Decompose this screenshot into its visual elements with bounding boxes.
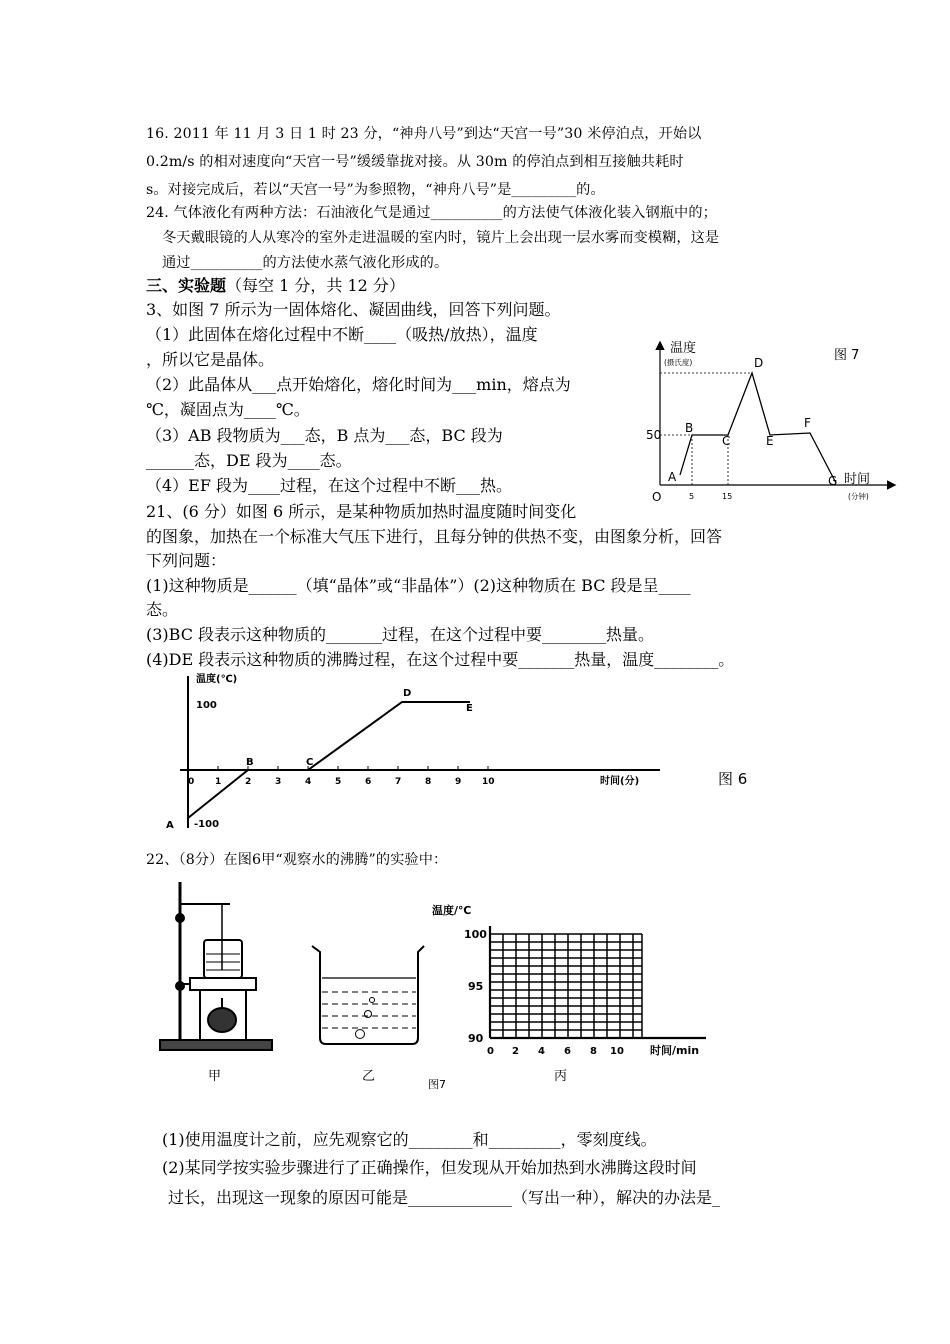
fig6-ytick-neg100: -100 [194,819,220,830]
fig7-caption: 图 7 [834,348,860,363]
grid-ytick-100: 100 [464,928,487,941]
fig6-xtick-1: 1 [215,777,222,787]
fig7-xtick-5: 5 [689,492,695,501]
fig6-point-e: E [466,703,473,714]
q21-line3: 下列问题： [146,551,227,570]
q21-line7: (4)DE 段表示这种物质的沸腾过程，在这个过程中要_______热量，温度________。 [146,650,735,669]
q21-line1: 21、(6 分）如图 6 所示，是某种物质加热时温度随时间变化 [146,502,577,521]
q24-line3: 通过__________的方法使水蒸气液化形成的。 [162,255,449,271]
q3-line4: ℃，凝固点为____℃。 [146,400,310,419]
fig7-point-f: F [804,416,811,430]
q21-line5: 态。 [146,600,179,619]
grid-bing [490,926,706,1038]
figure-boiling-experiment [150,878,730,1093]
q16-line2: 0.2m/s 的相对速度向“天宫一号”缓缓靠拢对接。从 30m 的停泊点到相互接触共耗时 [146,154,684,170]
q3-line3: （2）此晶体从___点开始熔化，熔化时间为___min，熔点为 [146,375,571,394]
fig6-curve [188,702,470,818]
section-note: （每空 1 分，共 12 分） [226,276,405,295]
fig7-point-b: B [685,421,694,435]
figure-7-chart [640,335,902,510]
boil-figure-caption: 图7 [428,1078,446,1091]
beaker-yi [312,946,424,1044]
q3-stem: 3、如图 7 所示为一固体熔化、凝固曲线，回答下列问题。 [146,300,561,319]
fig6-xtick-9: 9 [455,777,462,787]
fig7-origin: O [652,490,662,504]
fig7-xunit: (分钟) [848,492,869,501]
label-bing: 丙 [554,1069,568,1084]
fig6-point-a: A [166,820,174,831]
section-title: 三、实验题 [146,276,227,295]
q3-line6: ______态，DE 段为____态。 [146,451,352,470]
q22-sub1: (1)使用温度计之前，应先观察它的________和_________，零刻度线。 [162,1130,657,1149]
q16-line1: 16. 2011 年 11 月 3 日 1 时 23 分，“神舟八号”到达“天宫一号”30 米停泊点，开始以 [146,126,702,142]
grid-xtick-4: 4 [538,1046,545,1057]
fig7-xlabel: 时间 [844,472,871,487]
grid-xlabel: 时间/min [650,1044,700,1057]
fig7-point-g: G [828,474,838,488]
q16-line3: s。对接完成后，若以“天宫一号”为参照物，“神舟八号”是_________的。 [146,182,605,198]
fig6-xlabel: 时间(分) [600,776,640,787]
label-jia: 甲 [208,1069,222,1084]
fig7-point-e: E [766,434,774,448]
fig6-point-d: D [403,688,412,699]
section-heading [146,276,405,296]
fig6-point-b: B [246,757,254,768]
fig7-ytick: 50 [646,428,662,442]
fig6-xtick-8: 8 [425,777,432,787]
apparatus-jia [160,882,272,1050]
grid-xtick-10: 10 [610,1046,624,1057]
fig6-xtick-7: 7 [395,777,402,787]
q21-line4: (1)这种物质是______（填“晶体”或“非晶体”）(2)这种物质在 BC 段是呈____ [146,576,691,595]
fig7-ylabel: 温度 [670,341,697,356]
grid-ytick-90: 90 [468,1032,484,1045]
fig7-point-c: C [722,434,731,448]
q3-line2: ，所以它是晶体。 [146,350,275,369]
fig6-ylabel: 温度(℃) [196,674,238,685]
fig7-curve [680,373,836,483]
figure-6-chart [160,668,760,838]
grid-xtick-2: 2 [512,1046,519,1057]
q3-line1: （1）此固体在熔化过程中不断____（吸热/放热），温度 [146,325,538,344]
fig6-xtick-4: 4 [305,777,312,787]
q21-line6: (3)BC 段表示这种物质的_______过程，在这个过程中要________热量。 [146,625,655,644]
grid-ytick-95: 95 [468,980,484,993]
fig6-xtick-6: 6 [365,777,372,787]
fig6-xtick-5: 5 [335,777,342,787]
q24-line2: 冬天戴眼镜的人从寒冷的室外走进温暖的室内时，镜片上会出现一层水雾而变模糊，这是 [162,230,720,246]
grid-xtick-8: 8 [590,1046,597,1057]
q22-title: 22、（8分）在图6甲“观察水的沸腾”的实验中： [146,852,448,868]
q21-line2: 的图象，加热在一个标准大气压下进行，且每分钟的供热不变，由图象分析，回答 [146,527,723,546]
q22-sub2-line1: (2)某同学按实验步骤进行了正确操作，但发现从开始加热到水沸腾这段时间 [162,1158,697,1177]
q22-sub2-line2: 过长，出现这一现象的原因可能是_____________（写出一种），解决的办法是_ [168,1188,721,1207]
fig6-xtick-0: 0 [188,777,195,787]
fig7-xtick-15: 15 [722,492,733,501]
fig6-point-c: C [306,757,314,768]
fig6-xtick-3: 3 [275,777,282,787]
fig7-point-a: A [668,470,677,484]
fig7-yunit: (摄氏度) [664,358,693,367]
fig6-xtick-2: 2 [245,777,252,787]
fig6-caption: 图 6 [718,770,748,788]
grid-xtick-6: 6 [564,1046,571,1057]
fig6-xtick-10: 10 [482,777,495,787]
q3-line5: （3）AB 段物质为___态，B 点为___态，BC 段为 [146,426,503,445]
q3-line7: （4）EF 段为____过程，在这个过程中不断___热。 [146,476,513,495]
q24-line1: 24. 气体液化有两种方法：石油液化气是通过__________的方法使气体液化装入钢瓶中的； [146,205,717,221]
label-yi: 乙 [362,1069,376,1084]
fig7-point-d: D [754,356,764,370]
grid-xtick-0: 0 [487,1046,494,1057]
fig6-ytick-100: 100 [196,700,217,711]
grid-ylabel: 温度/℃ [432,904,472,917]
